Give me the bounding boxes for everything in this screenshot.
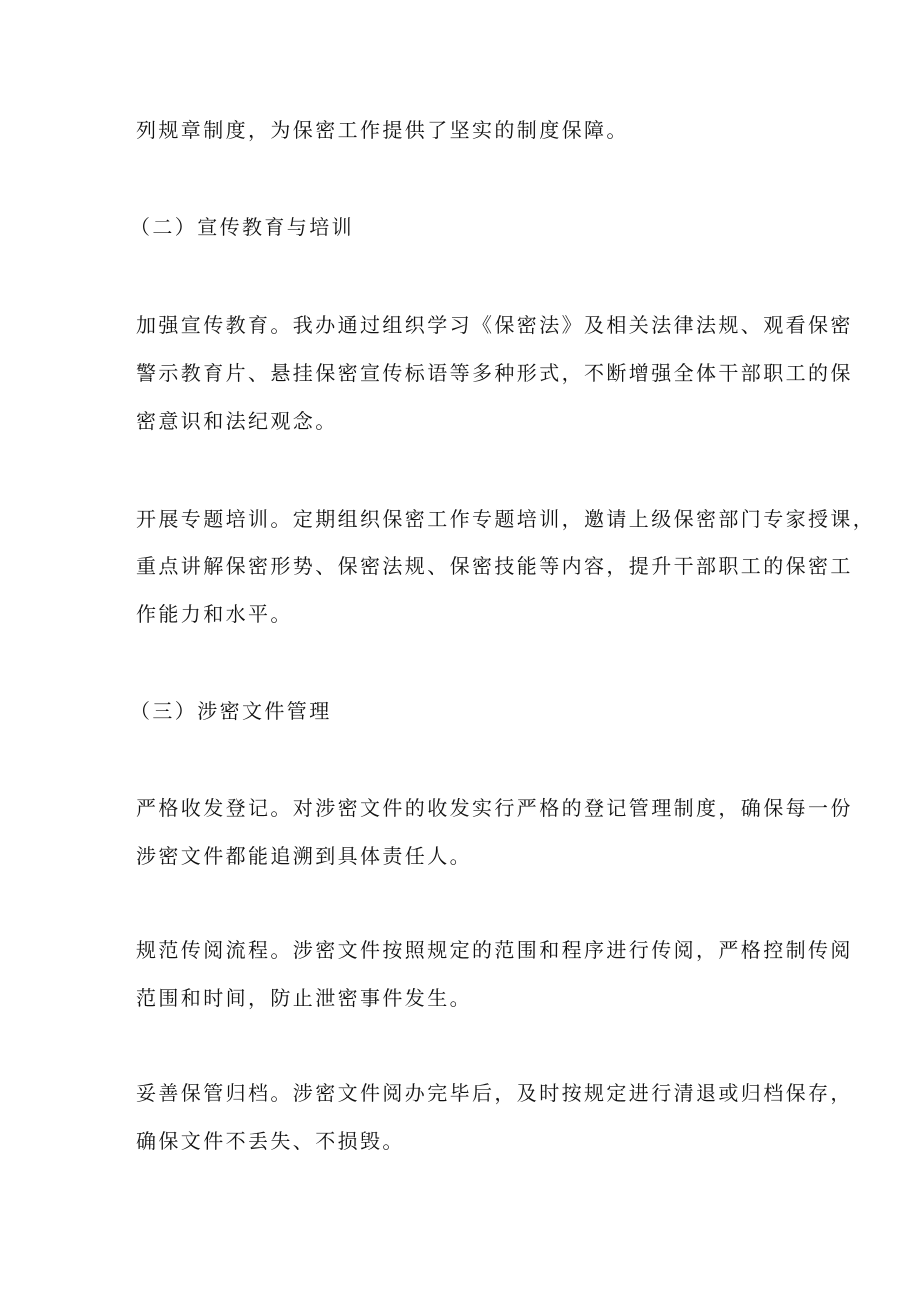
paragraph-line: 严格收发登记。对涉密文件的收发实行严格的登记管理制度，确保每一份 (136, 796, 853, 820)
section-heading: （三）涉密文件管理 (130, 699, 332, 723)
paragraph-line: 列规章制度，为保密工作提供了坚实的制度保障。 (136, 118, 629, 142)
paragraph-line: 加强宣传教育。我办通过组织学习《保密法》及相关法律法规、观看保密 (136, 313, 853, 337)
paragraph-line: 开展专题培训。定期组织保密工作专题培训，邀请上级保密部门专家授课， (136, 507, 876, 531)
section-heading: （二）宣传教育与培训 (130, 215, 354, 239)
paragraph-line: 涉密文件都能追溯到具体责任人。 (136, 844, 472, 868)
paragraph-line: 作能力和水平。 (136, 602, 293, 626)
paragraph-line: 妥善保管归档。涉密文件阅办完毕后，及时按规定进行清退或归档保存， (136, 1081, 853, 1105)
paragraph-line: 范围和时间，防止泄密事件发生。 (136, 986, 472, 1010)
paragraph-line: 重点讲解保密形势、保密法规、保密技能等内容，提升干部职工的保密工 (136, 554, 853, 578)
paragraph-line: 确保文件不丢失、不损毁。 (136, 1129, 405, 1153)
paragraph-line: 警示教育片、悬挂保密宣传标语等多种形式，不断增强全体干部职工的保 (136, 361, 853, 385)
paragraph-line: 规范传阅流程。涉密文件按照规定的范围和程序进行传阅，严格控制传阅 (136, 938, 853, 962)
paragraph-line: 密意识和法纪观念。 (136, 409, 338, 433)
